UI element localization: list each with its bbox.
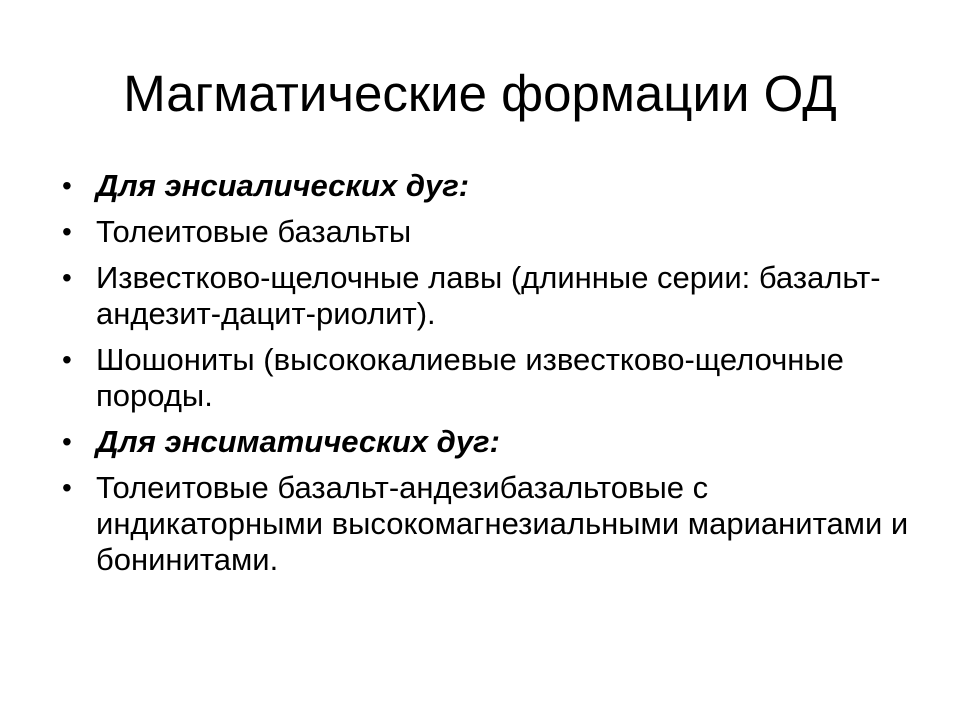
bullet-icon: • [62, 344, 72, 375]
bullet-text: Для энсиалических дуг: [96, 168, 470, 203]
bullet-text: Толеитовые базальты [96, 214, 412, 249]
bullet-text: Для энсиматических дуг: [96, 424, 500, 459]
bullet-text: Шошониты (высококалиевые известково-щелочные породы. [96, 342, 844, 413]
bullet-icon: • [62, 216, 72, 247]
bullet-item-tholeiitic-basalt-andesite [62, 470, 922, 578]
bullet-item-tholeiitic-basalts [62, 214, 922, 250]
bullet-icon: • [62, 426, 72, 457]
bullet-item-shoshonites [62, 342, 922, 414]
bullet-icon: • [62, 170, 72, 201]
bullet-text: Толеитовые базальт-андезибазальтовые с индикаторными высокомагнезиальными марианитами и бонинитами. [96, 470, 909, 577]
bullet-icon: • [62, 472, 72, 503]
slide-title: Магматические формации ОД [123, 65, 837, 122]
bullet-text: Известково-щелочные лавы (длинные серии: базальт-андезит-дацит-риолит). [96, 260, 881, 331]
bullet-list [62, 168, 922, 588]
bullet-item-ensimatic-header [62, 424, 922, 460]
bullet-icon: • [62, 262, 72, 293]
bullet-item-calc-alkaline-lavas [62, 260, 922, 332]
bullet-item-ensialic-header [62, 168, 922, 204]
